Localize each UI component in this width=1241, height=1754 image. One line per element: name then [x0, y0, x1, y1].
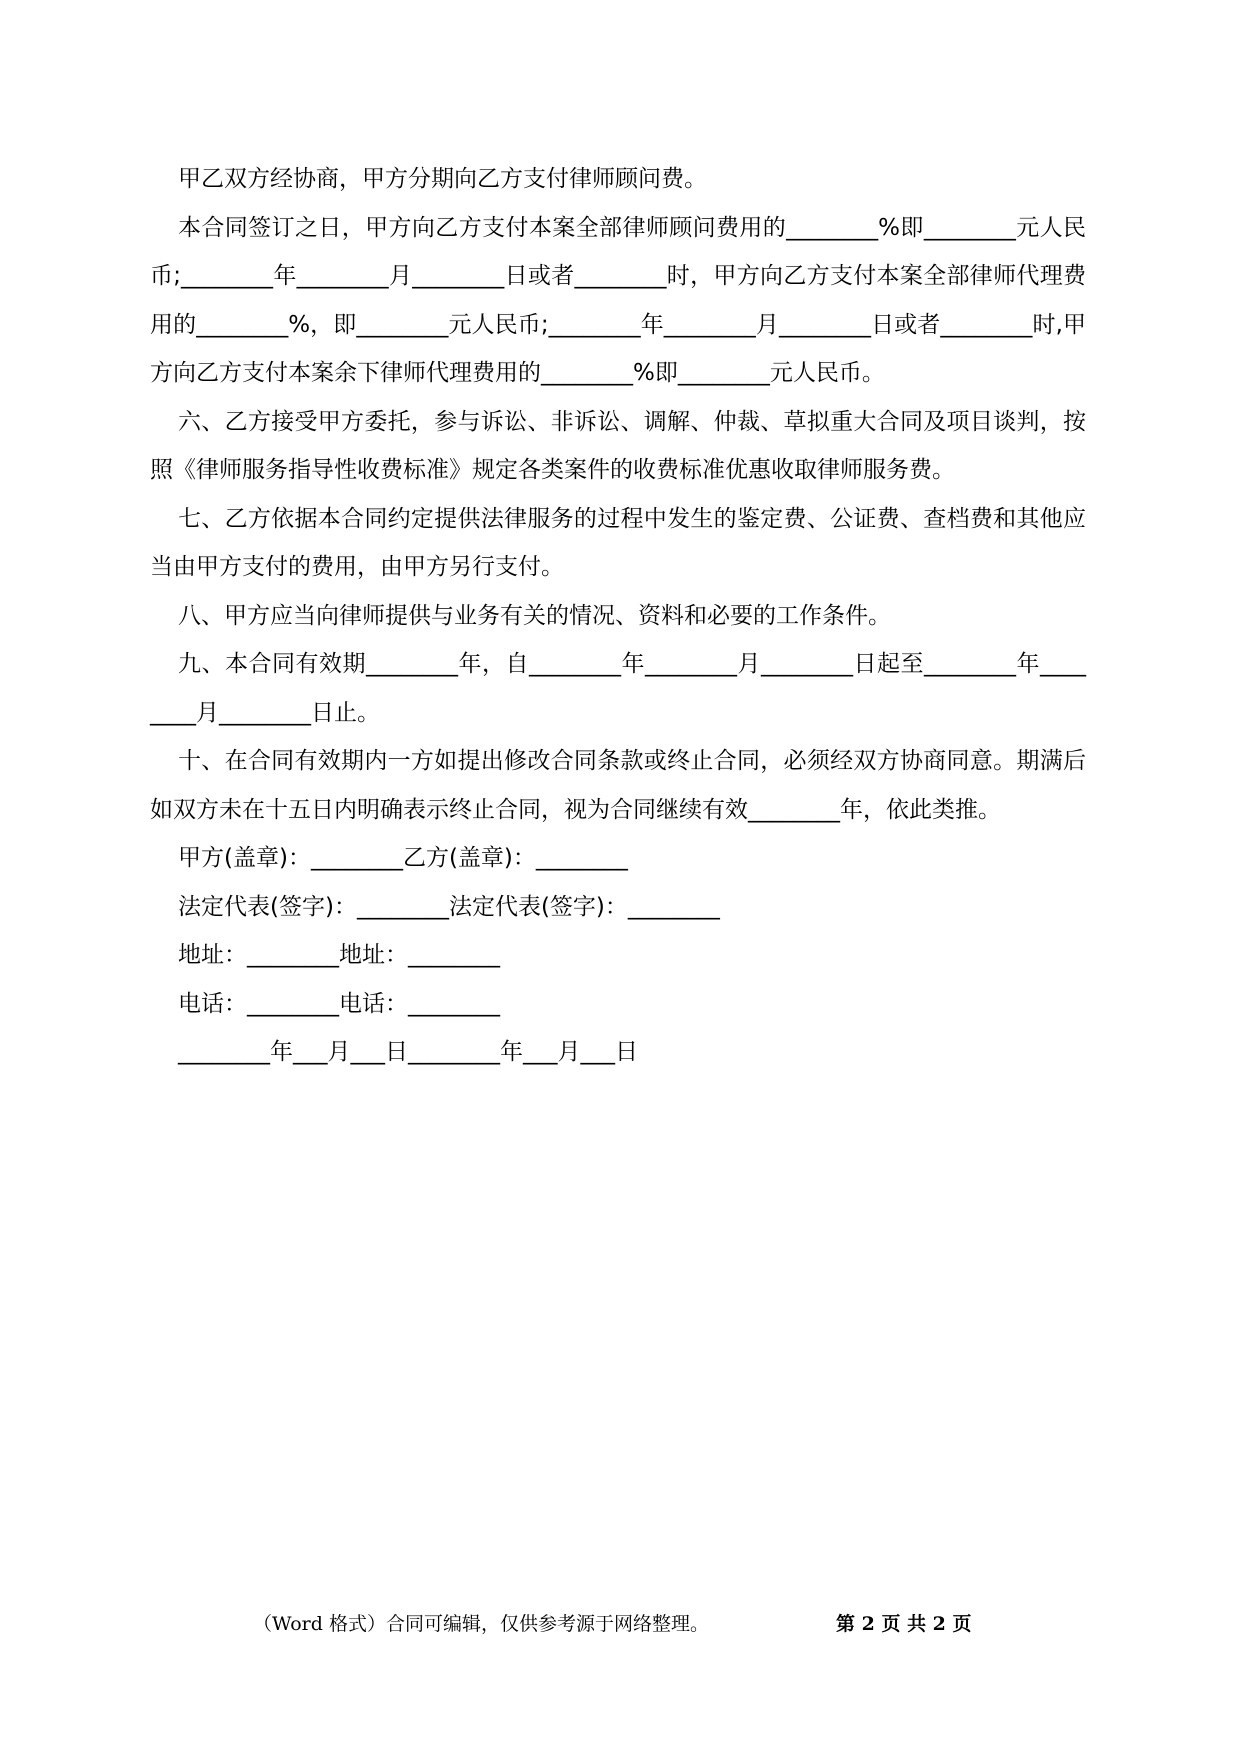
- signature-seal-line: 甲方(盖章)：________乙方(盖章)：________: [178, 845, 628, 871]
- signature-phone-line: 电话：________电话：________: [178, 990, 500, 1017]
- signature-date-line: ________年___月___日________年___月___日: [178, 1039, 638, 1065]
- footer-note: （Word 格式）合同可编辑，仅供参考源于网络整理。: [253, 1613, 709, 1635]
- document-body: [150, 155, 1086, 1077]
- page-number: 第 2 页 共 2 页: [836, 1613, 972, 1635]
- paragraph-installment-payment: 甲乙双方经协商，甲方分期向乙方支付律师顾问费。: [178, 166, 707, 192]
- signature-address-line: 地址：________地址：________: [178, 942, 500, 968]
- paragraph-clause-10: 十、在合同有效期内一方如提出修改合同条款或终止合同，必须经双方协商同意。期满后如双方未在十五日内明确表示终止合同，视为合同继续有效________年，依此类推。: [150, 748, 1086, 823]
- paragraph-clause-7: 七、乙方依据本合同约定提供法律服务的过程中发生的鉴定费、公证费、查档费和其他应当由甲方支付的费用，由甲方另行支付。: [150, 505, 1086, 580]
- paragraph-payment-schedule: 本合同签订之日，甲方向乙方支付本案全部律师顾问费用的________%即________元人民币;________年________月________日或者________时，甲方向乙方支付本案全部律师代理费用的________%，即________元人民币;________年________月________日或者________时,甲方向乙方支付本案余下律师代理费用的________%即________元人民币。: [150, 214, 1086, 386]
- paragraph-clause-9: 九、本合同有效期________年，自________年________月________日起至________年________月________日止。: [150, 651, 1086, 726]
- paragraph-clause-8: 八、甲方应当向律师提供与业务有关的情况、资料和必要的工作条件。: [178, 602, 891, 629]
- paragraph-clause-6: 六、乙方接受甲方委托，参与诉讼、非诉讼、调解、仲裁、草拟重大合同及项目谈判，按照《律师服务指导性收费标准》规定各类案件的收费标准优惠收取律师服务费。: [150, 408, 1086, 483]
- signature-representative-line: 法定代表(签字)：________法定代表(签字)：________: [178, 893, 720, 920]
